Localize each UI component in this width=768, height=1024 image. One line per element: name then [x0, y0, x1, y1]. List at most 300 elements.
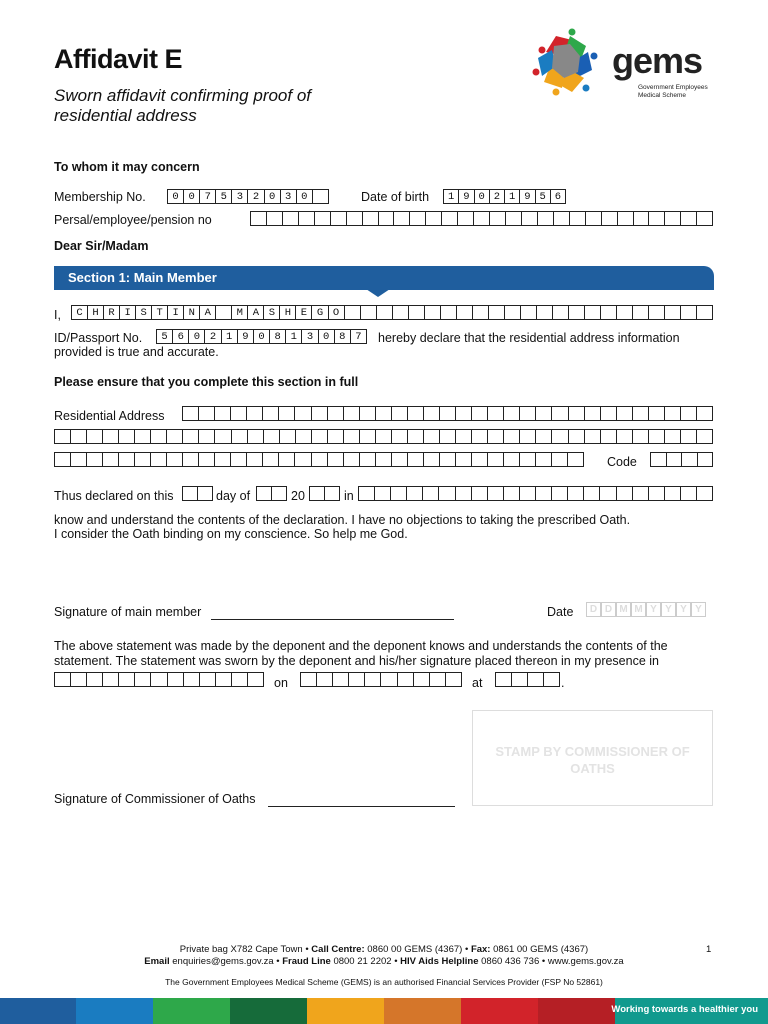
address-char-box[interactable] — [472, 430, 488, 443]
address-char-box[interactable] — [199, 430, 215, 443]
color-bar-segment — [230, 998, 307, 1024]
name-char-box[interactable]: S — [264, 306, 280, 319]
sworn-place-char-box[interactable] — [119, 673, 135, 686]
name-char-box[interactable] — [617, 306, 633, 319]
id-digit-box[interactable]: 1 — [222, 330, 238, 343]
persal-digit-box[interactable] — [697, 212, 712, 225]
sworn-date-char-box[interactable] — [446, 673, 461, 686]
sworn-place-char-box[interactable] — [135, 673, 151, 686]
persal-digit-box[interactable] — [267, 212, 283, 225]
address-char-box[interactable] — [472, 453, 488, 466]
id-digit-box[interactable]: 6 — [173, 330, 189, 343]
address-char-box[interactable] — [279, 453, 295, 466]
address-char-box[interactable] — [247, 407, 263, 420]
persal-digit-box[interactable] — [681, 212, 697, 225]
address-char-box[interactable] — [312, 430, 328, 443]
place-char-box[interactable] — [504, 487, 520, 500]
address-char-box[interactable] — [199, 453, 215, 466]
address-char-box[interactable] — [263, 407, 279, 420]
address-char-box[interactable] — [408, 407, 424, 420]
address-char-box[interactable] — [360, 407, 376, 420]
persal-digit-box[interactable] — [554, 212, 570, 225]
address-char-box[interactable] — [183, 407, 199, 420]
postal-code-field[interactable] — [650, 452, 713, 467]
date-placeholder-box[interactable]: M — [631, 602, 646, 617]
name-char-box[interactable] — [425, 306, 441, 319]
place-char-box[interactable] — [536, 487, 552, 500]
place-char-box[interactable] — [391, 487, 407, 500]
code-digit-box[interactable] — [667, 453, 683, 466]
address-char-box[interactable] — [504, 430, 520, 443]
id-label: ID/Passport No. — [54, 331, 143, 345]
address-char-box[interactable] — [456, 407, 472, 420]
address-char-box[interactable] — [456, 453, 472, 466]
code-digit-box[interactable] — [698, 453, 713, 466]
date-field[interactable] — [586, 602, 706, 617]
address-char-box[interactable] — [279, 407, 295, 420]
date-placeholder-box[interactable]: Y — [646, 602, 661, 617]
day-digit-box[interactable] — [198, 487, 212, 500]
name-char-box[interactable]: R — [104, 306, 120, 319]
membership-digit-box[interactable]: 0 — [168, 190, 184, 203]
name-char-box[interactable]: O — [329, 306, 345, 319]
place-char-box[interactable] — [568, 487, 584, 500]
sworn-date-char-box[interactable] — [301, 673, 317, 686]
sworn-time-char-box[interactable] — [528, 673, 544, 686]
address-char-box[interactable] — [151, 430, 167, 443]
address-char-box[interactable] — [328, 430, 344, 443]
signature-commissioner-line[interactable] — [268, 806, 455, 807]
name-char-box[interactable] — [569, 306, 585, 319]
persal-digit-box[interactable] — [410, 212, 426, 225]
address-char-box[interactable] — [232, 430, 248, 443]
address-char-box[interactable] — [536, 430, 552, 443]
month-digit-box[interactable] — [272, 487, 286, 500]
address-char-box[interactable] — [328, 453, 344, 466]
address-char-box[interactable] — [568, 453, 583, 466]
address-char-box[interactable] — [504, 407, 520, 420]
address-char-box[interactable] — [231, 407, 247, 420]
sworn-place-char-box[interactable] — [71, 673, 87, 686]
address-char-box[interactable] — [344, 453, 360, 466]
address-line-1[interactable] — [182, 406, 713, 421]
sworn-time-char-box[interactable] — [544, 673, 559, 686]
address-char-box[interactable] — [633, 430, 649, 443]
persal-digit-box[interactable] — [570, 212, 586, 225]
id-digit-box[interactable]: 3 — [302, 330, 318, 343]
name-char-box[interactable] — [345, 306, 361, 319]
name-char-box[interactable] — [537, 306, 553, 319]
address-char-box[interactable] — [215, 407, 231, 420]
name-char-box[interactable]: S — [136, 306, 152, 319]
address-char-box[interactable] — [552, 407, 568, 420]
sworn-date-char-box[interactable] — [381, 673, 397, 686]
sworn-date-char-box[interactable] — [317, 673, 333, 686]
place-char-box[interactable] — [520, 487, 536, 500]
address-char-box[interactable] — [617, 407, 633, 420]
name-char-box[interactable] — [489, 306, 505, 319]
persal-digit-box[interactable] — [442, 212, 458, 225]
address-char-box[interactable] — [392, 430, 408, 443]
name-char-box[interactable] — [649, 306, 665, 319]
address-char-box[interactable] — [665, 430, 681, 443]
address-char-box[interactable] — [264, 430, 280, 443]
footer-website[interactable]: www.gems.gov.za — [547, 956, 624, 967]
address-char-box[interactable] — [488, 407, 504, 420]
place-char-box[interactable] — [552, 487, 568, 500]
address-char-box[interactable] — [71, 430, 87, 443]
dob-digit-box[interactable]: 9 — [459, 190, 474, 203]
persal-field[interactable] — [250, 211, 713, 226]
address-char-box[interactable] — [376, 407, 392, 420]
address-char-box[interactable] — [697, 407, 712, 420]
place-char-box[interactable] — [649, 487, 665, 500]
address-char-box[interactable] — [536, 407, 552, 420]
sworn-time-field[interactable] — [495, 672, 560, 687]
name-char-box[interactable] — [216, 306, 232, 319]
name-char-box[interactable]: H — [88, 306, 104, 319]
address-char-box[interactable] — [119, 453, 135, 466]
date-placeholder-box[interactable]: Y — [676, 602, 691, 617]
id-digit-box[interactable]: 0 — [319, 330, 335, 343]
persal-digit-box[interactable] — [506, 212, 522, 225]
address-char-box[interactable] — [280, 430, 296, 443]
address-char-box[interactable] — [440, 453, 456, 466]
address-char-box[interactable] — [103, 430, 119, 443]
place-char-box[interactable] — [423, 487, 439, 500]
persal-digit-box[interactable] — [283, 212, 299, 225]
persal-digit-box[interactable] — [458, 212, 474, 225]
id-digit-box[interactable]: 8 — [270, 330, 286, 343]
address-char-box[interactable] — [376, 430, 392, 443]
place-char-box[interactable] — [697, 487, 712, 500]
address-char-box[interactable] — [392, 407, 408, 420]
persal-digit-box[interactable] — [602, 212, 618, 225]
dob-field[interactable] — [443, 189, 566, 204]
membership-digit-box[interactable] — [313, 190, 328, 203]
address-char-box[interactable] — [681, 407, 697, 420]
name-char-box[interactable]: H — [280, 306, 296, 319]
declared-year-field[interactable] — [309, 486, 340, 501]
sworn-time-char-box[interactable] — [512, 673, 528, 686]
address-char-box[interactable] — [135, 430, 151, 443]
address-char-box[interactable] — [231, 453, 247, 466]
membership-digit-box[interactable]: 5 — [216, 190, 232, 203]
place-char-box[interactable] — [439, 487, 455, 500]
address-char-box[interactable] — [504, 453, 520, 466]
address-char-box[interactable] — [536, 453, 552, 466]
sworn-place-char-box[interactable] — [232, 673, 248, 686]
address-char-box[interactable] — [617, 430, 633, 443]
id-digit-box[interactable]: 1 — [286, 330, 302, 343]
address-char-box[interactable] — [87, 453, 103, 466]
membership-digit-box[interactable]: 0 — [297, 190, 313, 203]
footer-email-value[interactable]: enquiries@gems.gov.za — [172, 956, 274, 967]
address-char-box[interactable] — [408, 430, 424, 443]
footer-fax-value: 0861 00 GEMS (4367) — [493, 944, 589, 955]
sworn-place-char-box[interactable] — [151, 673, 167, 686]
address-line-3[interactable] — [54, 452, 584, 467]
persal-digit-box[interactable] — [251, 212, 267, 225]
date-placeholder-box[interactable]: Y — [691, 602, 706, 617]
name-char-box[interactable] — [665, 306, 681, 319]
address-char-box[interactable] — [569, 430, 585, 443]
address-char-box[interactable] — [488, 453, 504, 466]
address-char-box[interactable] — [569, 407, 585, 420]
sworn-place-char-box[interactable] — [168, 673, 184, 686]
persal-digit-box[interactable] — [394, 212, 410, 225]
address-char-box[interactable] — [440, 430, 456, 443]
name-char-box[interactable]: I — [120, 306, 136, 319]
persal-digit-box[interactable] — [618, 212, 634, 225]
declared-place-field[interactable] — [358, 486, 713, 501]
place-char-box[interactable] — [584, 487, 600, 500]
persal-digit-box[interactable] — [315, 212, 331, 225]
persal-digit-box[interactable] — [474, 212, 490, 225]
address-char-box[interactable] — [151, 453, 167, 466]
full-name-field[interactable] — [71, 305, 713, 320]
persal-digit-box[interactable] — [299, 212, 315, 225]
persal-digit-box[interactable] — [426, 212, 442, 225]
name-char-box[interactable] — [505, 306, 521, 319]
color-bar-segment — [538, 998, 615, 1024]
address-char-box[interactable] — [520, 430, 536, 443]
address-char-box[interactable] — [633, 407, 649, 420]
id-digit-box[interactable]: 7 — [355, 331, 362, 343]
dob-digit-box[interactable]: 1 — [505, 190, 520, 203]
address-char-box[interactable] — [119, 430, 135, 443]
persal-digit-box[interactable] — [379, 212, 395, 225]
name-char-box[interactable]: A — [200, 306, 216, 319]
place-char-box[interactable] — [617, 487, 633, 500]
sworn-place-field[interactable] — [54, 672, 264, 687]
address-char-box[interactable] — [552, 453, 568, 466]
address-char-box[interactable] — [424, 453, 440, 466]
name-char-box[interactable] — [393, 306, 409, 319]
address-char-box[interactable] — [440, 407, 456, 420]
address-char-box[interactable] — [552, 430, 568, 443]
name-char-box[interactable] — [553, 306, 569, 319]
address-char-box[interactable] — [328, 407, 344, 420]
sworn-place-char-box[interactable] — [103, 673, 119, 686]
address-char-box[interactable] — [87, 430, 103, 443]
name-char-box[interactable] — [457, 306, 473, 319]
dob-digit-box[interactable]: 2 — [490, 190, 505, 203]
date-placeholder-box[interactable]: Y — [661, 602, 676, 617]
address-char-box[interactable] — [167, 430, 183, 443]
address-char-box[interactable] — [649, 430, 665, 443]
address-char-box[interactable] — [183, 453, 199, 466]
name-char-box[interactable] — [473, 306, 489, 319]
sworn-place-char-box[interactable] — [248, 673, 263, 686]
sworn-place-char-box[interactable] — [184, 673, 200, 686]
address-char-box[interactable] — [456, 430, 472, 443]
name-char-box[interactable] — [441, 306, 457, 319]
id-digit-box[interactable]: 5 — [157, 330, 173, 343]
date-placeholder-box[interactable]: M — [616, 602, 631, 617]
place-char-box[interactable] — [633, 487, 649, 500]
place-char-box[interactable] — [665, 487, 681, 500]
address-char-box[interactable] — [135, 453, 151, 466]
address-char-box[interactable] — [585, 407, 601, 420]
name-char-box[interactable]: C — [72, 306, 88, 319]
name-char-box[interactable]: M — [232, 306, 248, 319]
place-char-box[interactable] — [407, 487, 423, 500]
membership-digit-box[interactable]: 0 — [184, 190, 200, 203]
code-digit-box[interactable] — [651, 453, 667, 466]
membership-digit-box[interactable]: 3 — [232, 190, 248, 203]
address-char-box[interactable] — [697, 430, 712, 443]
address-char-box[interactable] — [183, 430, 199, 443]
signature-main-line[interactable] — [211, 619, 454, 620]
address-char-box[interactable] — [601, 430, 617, 443]
sworn-date-char-box[interactable] — [365, 673, 381, 686]
name-char-box[interactable] — [361, 306, 377, 319]
name-char-box[interactable]: N — [184, 306, 200, 319]
address-char-box[interactable] — [344, 430, 360, 443]
membership-number-field[interactable] — [167, 189, 329, 204]
persal-digit-box[interactable] — [331, 212, 347, 225]
dob-digit-box[interactable]: 1 — [444, 190, 459, 203]
sworn-date-char-box[interactable] — [430, 673, 446, 686]
name-char-box[interactable] — [585, 306, 601, 319]
address-char-box[interactable] — [312, 407, 328, 420]
address-char-box[interactable] — [649, 407, 665, 420]
address-char-box[interactable] — [295, 453, 311, 466]
dob-digit-box[interactable]: 5 — [536, 190, 551, 203]
place-char-box[interactable] — [681, 487, 697, 500]
address-char-box[interactable] — [344, 407, 360, 420]
address-char-box[interactable] — [376, 453, 392, 466]
address-char-box[interactable] — [665, 407, 681, 420]
persal-digit-box[interactable] — [634, 212, 650, 225]
address-char-box[interactable] — [295, 407, 311, 420]
address-char-box[interactable] — [296, 430, 312, 443]
date-placeholder-box[interactable]: D — [601, 602, 616, 617]
address-char-box[interactable] — [71, 453, 87, 466]
sworn-date-char-box[interactable] — [414, 673, 430, 686]
sworn-time-char-box[interactable] — [496, 673, 512, 686]
place-char-box[interactable] — [456, 487, 472, 500]
persal-digit-box[interactable] — [363, 212, 379, 225]
id-number-field[interactable] — [156, 329, 367, 344]
name-char-box[interactable] — [377, 306, 393, 319]
place-char-box[interactable] — [472, 487, 488, 500]
commissioner-stamp-area[interactable]: STAMP BY COMMISSIONER OF OATHS — [472, 710, 713, 806]
place-char-box[interactable] — [600, 487, 616, 500]
name-char-box[interactable]: A — [248, 306, 264, 319]
date-placeholder-box[interactable]: D — [586, 602, 601, 617]
address-char-box[interactable] — [312, 453, 328, 466]
membership-digit-box[interactable]: 0 — [265, 190, 281, 203]
id-digit-box[interactable]: 2 — [205, 330, 221, 343]
address-char-box[interactable] — [585, 430, 601, 443]
address-char-box[interactable] — [424, 407, 440, 420]
persal-digit-box[interactable] — [522, 212, 538, 225]
dob-digit-box[interactable]: 0 — [475, 190, 490, 203]
name-char-box[interactable]: I — [168, 306, 184, 319]
id-digit-box[interactable]: 8 — [335, 330, 351, 343]
sworn-date-char-box[interactable] — [398, 673, 414, 686]
address-char-box[interactable] — [55, 430, 71, 443]
address-char-box[interactable] — [103, 453, 119, 466]
address-char-box[interactable] — [681, 430, 697, 443]
membership-digit-box[interactable]: 2 — [248, 190, 264, 203]
sworn-date-field[interactable] — [300, 672, 462, 687]
sworn-date-char-box[interactable] — [333, 673, 349, 686]
address-char-box[interactable] — [215, 430, 231, 443]
sworn-place-char-box[interactable] — [55, 673, 71, 686]
address-char-box[interactable] — [247, 453, 263, 466]
address-char-box[interactable] — [248, 430, 264, 443]
address-char-box[interactable] — [199, 407, 215, 420]
id-digit-box[interactable]: 9 — [238, 330, 254, 343]
address-char-box[interactable] — [392, 453, 408, 466]
persal-digit-box[interactable] — [586, 212, 602, 225]
address-char-box[interactable] — [360, 453, 376, 466]
address-char-box[interactable] — [488, 430, 504, 443]
id-digit-box[interactable]: 0 — [254, 330, 270, 343]
address-line-2[interactable] — [54, 429, 713, 444]
persal-digit-box[interactable] — [347, 212, 363, 225]
persal-digit-box[interactable] — [490, 212, 506, 225]
declared-month-field[interactable] — [256, 486, 287, 501]
name-char-box[interactable]: G — [312, 306, 328, 319]
place-char-box[interactable] — [488, 487, 504, 500]
persal-digit-box[interactable] — [649, 212, 665, 225]
address-char-box[interactable] — [167, 453, 183, 466]
address-char-box[interactable] — [472, 407, 488, 420]
place-char-box[interactable] — [375, 487, 391, 500]
name-char-box[interactable] — [601, 306, 617, 319]
name-char-box[interactable]: E — [296, 306, 312, 319]
address-char-box[interactable] — [520, 453, 536, 466]
name-char-box[interactable] — [633, 306, 649, 319]
sworn-place-char-box[interactable] — [216, 673, 232, 686]
address-char-box[interactable] — [601, 407, 617, 420]
address-char-box[interactable] — [55, 453, 71, 466]
address-char-box[interactable] — [215, 453, 231, 466]
name-char-box[interactable] — [409, 306, 425, 319]
name-char-box[interactable] — [521, 306, 537, 319]
sworn-place-char-box[interactable] — [87, 673, 103, 686]
membership-digit-box[interactable]: 3 — [281, 190, 297, 203]
address-char-box[interactable] — [424, 430, 440, 443]
declared-day-field[interactable] — [182, 486, 213, 501]
sworn-place-char-box[interactable] — [200, 673, 216, 686]
persal-digit-box[interactable] — [538, 212, 554, 225]
dob-digit-box[interactable]: 6 — [554, 191, 562, 203]
dob-digit-box[interactable]: 9 — [520, 190, 535, 203]
name-char-box[interactable]: T — [152, 306, 168, 319]
persal-digit-box[interactable] — [665, 212, 681, 225]
year-digit-box[interactable] — [310, 487, 325, 500]
place-char-box[interactable] — [359, 487, 375, 500]
address-char-box[interactable] — [263, 453, 279, 466]
address-char-box[interactable] — [360, 430, 376, 443]
code-digit-box[interactable] — [682, 453, 698, 466]
address-char-box[interactable] — [520, 407, 536, 420]
year-digit-box[interactable] — [325, 487, 339, 500]
name-char-box[interactable] — [697, 306, 712, 319]
month-digit-box[interactable] — [257, 487, 272, 500]
membership-digit-box[interactable]: 7 — [200, 190, 216, 203]
id-digit-box[interactable]: 0 — [189, 330, 205, 343]
address-char-box[interactable] — [408, 453, 424, 466]
name-char-box[interactable] — [681, 306, 697, 319]
day-digit-box[interactable] — [183, 487, 198, 500]
sworn-date-char-box[interactable] — [349, 673, 365, 686]
